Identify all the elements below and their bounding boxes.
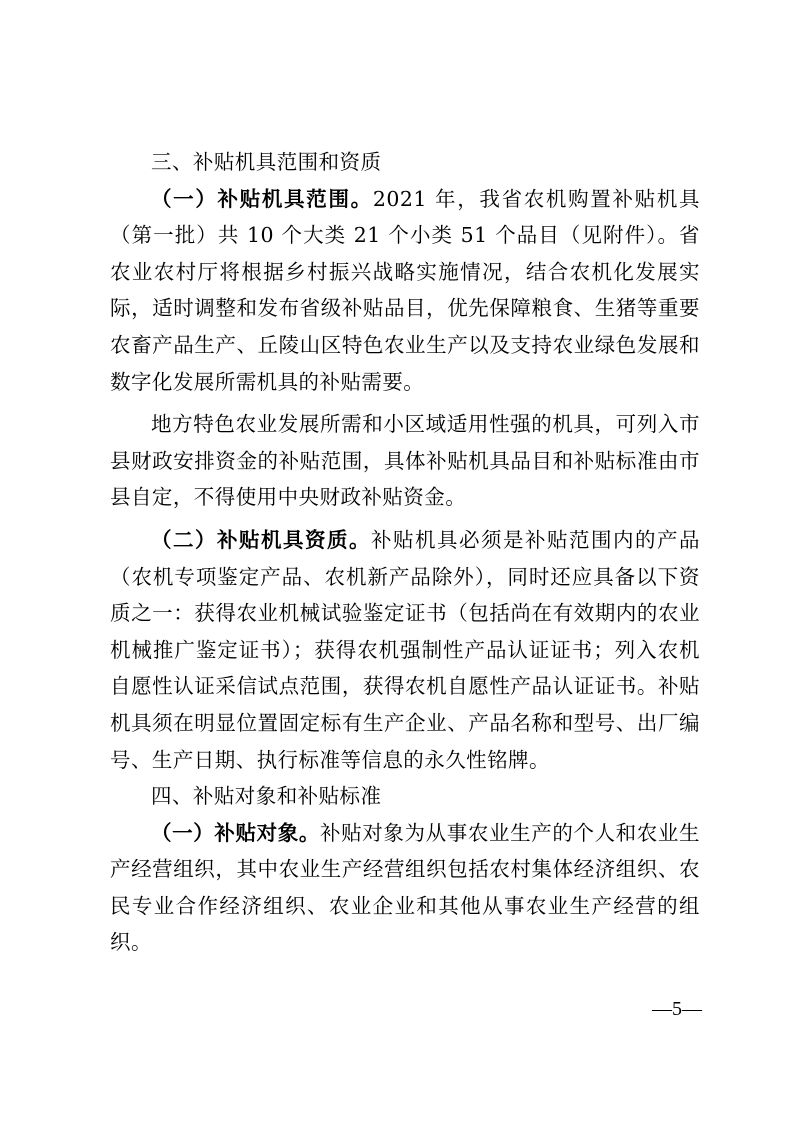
- paragraph-qualification: [110, 522, 700, 778]
- qualification-text: 补贴机具必须是补贴范围内的产品（农机专项鉴定产品、农机新产品除外），同时还应具备以下资质之一：获得农业机械试验鉴定证书（包括尚在有效期内的农业机械推广鉴定证书）；获得农机强制性产品认证证书；列入农机自愿性认证采信试点范围，获得农机自愿性产品认证证书。补贴机具须在明显位置固定标有生产企业、产品名称和型号、出厂编号、生产日期、执行标准等信息的永久性铭牌。: [110, 527, 701, 772]
- paragraph-subsidy-target: [110, 815, 700, 961]
- subsidy-scope-lead: （一）补贴机具范围。: [151, 186, 373, 211]
- section-4-heading: 四、补贴对象和补贴标准: [151, 784, 382, 809]
- body-text: [110, 144, 700, 961]
- subsidy-target-lead: （一）补贴对象。: [151, 820, 320, 845]
- page-number: —5—: [652, 998, 702, 1020]
- qualification-lead: （二）补贴机具资质。: [151, 527, 372, 552]
- local-subsidy-text: 地方特色农业发展所需和小区域适用性强的机具，可列入市县财政安排资金的补贴范围，具体补贴机具品目和补贴标准由市县自定，不得使用中央财政补贴资金。: [110, 412, 700, 510]
- subsidy-scope-text: 2021 年，我省农机购置补贴机具（第一批）共 10 个大类 21 个小类 51 个品目（见附件）。省农业农村厅将根据乡村振兴战略实施情况，结合农机化发展实际，适时调整和发布省级补贴品目，优先保障粮食、生猪等重要农畜产品生产、丘陵山区特色农业生产以及支持农业绿色发展和数字化发展所需机具的补贴需要。: [110, 186, 700, 394]
- section-3-heading: 三、补贴机具范围和资质: [151, 150, 382, 174]
- paragraph-local-subsidy: [110, 406, 700, 516]
- paragraph-subsidy-scope: [110, 181, 700, 401]
- subsidy-target-text: 补贴对象为从事农业生产的个人和农业生产经营组织，其中农业生产经营组织包括农村集体经济组织、农民专业合作经济组织、农业企业和其他从事农业生产经营的组织。: [110, 820, 700, 955]
